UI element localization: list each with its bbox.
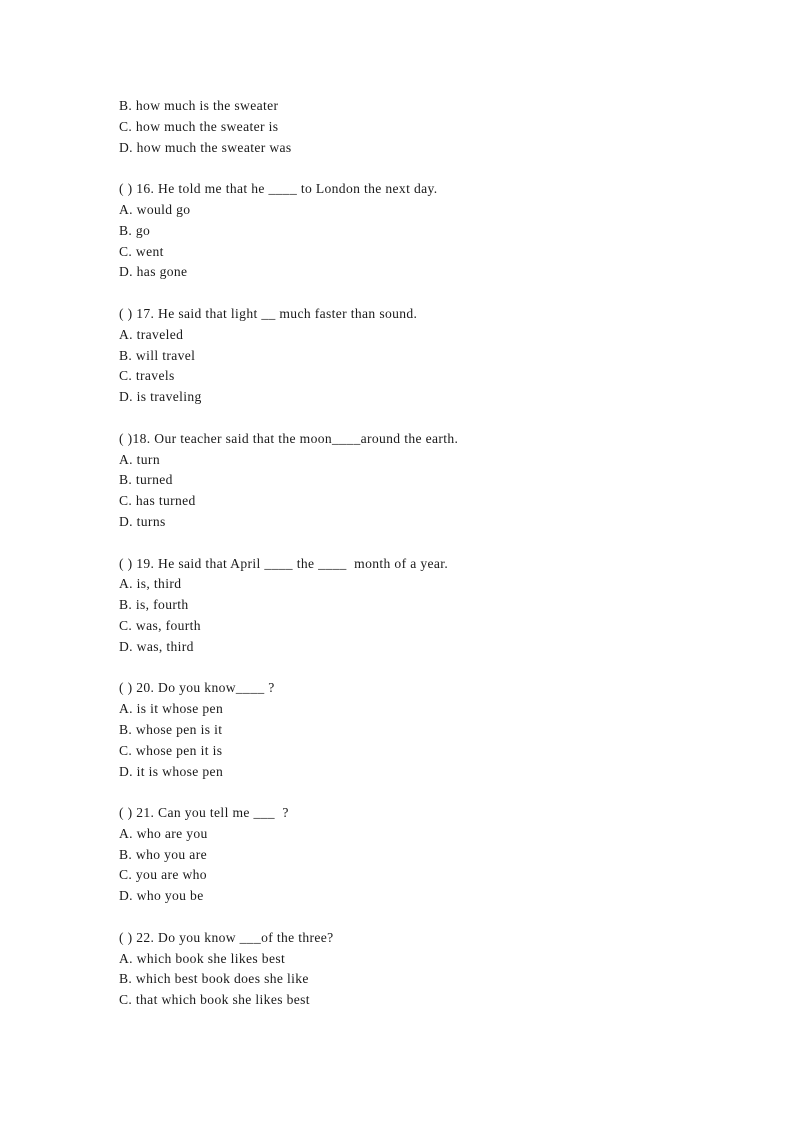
spacer bbox=[119, 658, 719, 679]
option-b: B. who you are bbox=[119, 846, 207, 862]
option-d: D. has gone bbox=[119, 264, 188, 280]
option-b: B. whose pen is it bbox=[119, 721, 223, 737]
option-c: C. went bbox=[119, 243, 164, 259]
option-a: A. is it whose pen bbox=[119, 701, 224, 717]
question-16 bbox=[119, 179, 719, 283]
question-stem: ( ) 16. He told me that he ____ to London the next day. bbox=[119, 181, 438, 197]
carryover-options bbox=[119, 96, 719, 158]
option-b: B. which best book does she like bbox=[119, 971, 309, 987]
option-b: B. turned bbox=[119, 472, 173, 488]
option-a: A. who are you bbox=[119, 825, 208, 841]
option-d: D. who you be bbox=[119, 888, 204, 904]
option-d: D. was, third bbox=[119, 638, 194, 654]
spacer bbox=[119, 533, 719, 554]
question-stem: ( ) 22. Do you know ___of the three? bbox=[119, 929, 334, 945]
question-22 bbox=[119, 928, 719, 1011]
option-a: A. turn bbox=[119, 451, 160, 467]
option-d: D. is traveling bbox=[119, 389, 202, 405]
option-b: B. how much is the sweater bbox=[119, 98, 279, 113]
option-c: C. how much the sweater is bbox=[119, 118, 279, 134]
spacer bbox=[119, 907, 719, 928]
spacer bbox=[119, 408, 719, 429]
spacer bbox=[119, 283, 719, 304]
option-b: B. is, fourth bbox=[119, 597, 189, 613]
option-d: D. turns bbox=[119, 513, 166, 529]
question-19 bbox=[119, 554, 719, 658]
option-c: C. travels bbox=[119, 368, 175, 384]
option-c: C. has turned bbox=[119, 493, 196, 509]
question-stem: ( )18. Our teacher said that the moon____around the earth. bbox=[119, 430, 459, 446]
option-c: C. that which book she likes best bbox=[119, 992, 310, 1008]
question-stem: ( ) 21. Can you tell me ___ ? bbox=[119, 805, 289, 821]
option-c: C. whose pen it is bbox=[119, 742, 223, 758]
question-17 bbox=[119, 304, 719, 408]
option-a: A. is, third bbox=[119, 576, 182, 592]
option-d: D. it is whose pen bbox=[119, 763, 224, 779]
option-b: B. will travel bbox=[119, 347, 196, 363]
spacer bbox=[119, 782, 719, 803]
question-stem: ( ) 19. He said that April ____ the ____ month of a year. bbox=[119, 555, 449, 571]
question-stem: ( ) 20. Do you know____ ? bbox=[119, 680, 275, 696]
question-stem: ( ) 17. He said that light __ much faster than sound. bbox=[119, 305, 418, 321]
option-a: A. would go bbox=[119, 201, 191, 217]
question-21 bbox=[119, 803, 719, 907]
option-c: C. was, fourth bbox=[119, 617, 201, 633]
option-a: A. traveled bbox=[119, 326, 184, 342]
spacer bbox=[119, 158, 719, 179]
option-d: D. how much the sweater was bbox=[119, 139, 292, 155]
option-b: B. go bbox=[119, 222, 151, 238]
question-18 bbox=[119, 429, 719, 533]
question-20 bbox=[119, 678, 719, 782]
option-a: A. which book she likes best bbox=[119, 950, 286, 966]
worksheet-page bbox=[119, 96, 719, 1011]
option-c: C. you are who bbox=[119, 867, 207, 883]
